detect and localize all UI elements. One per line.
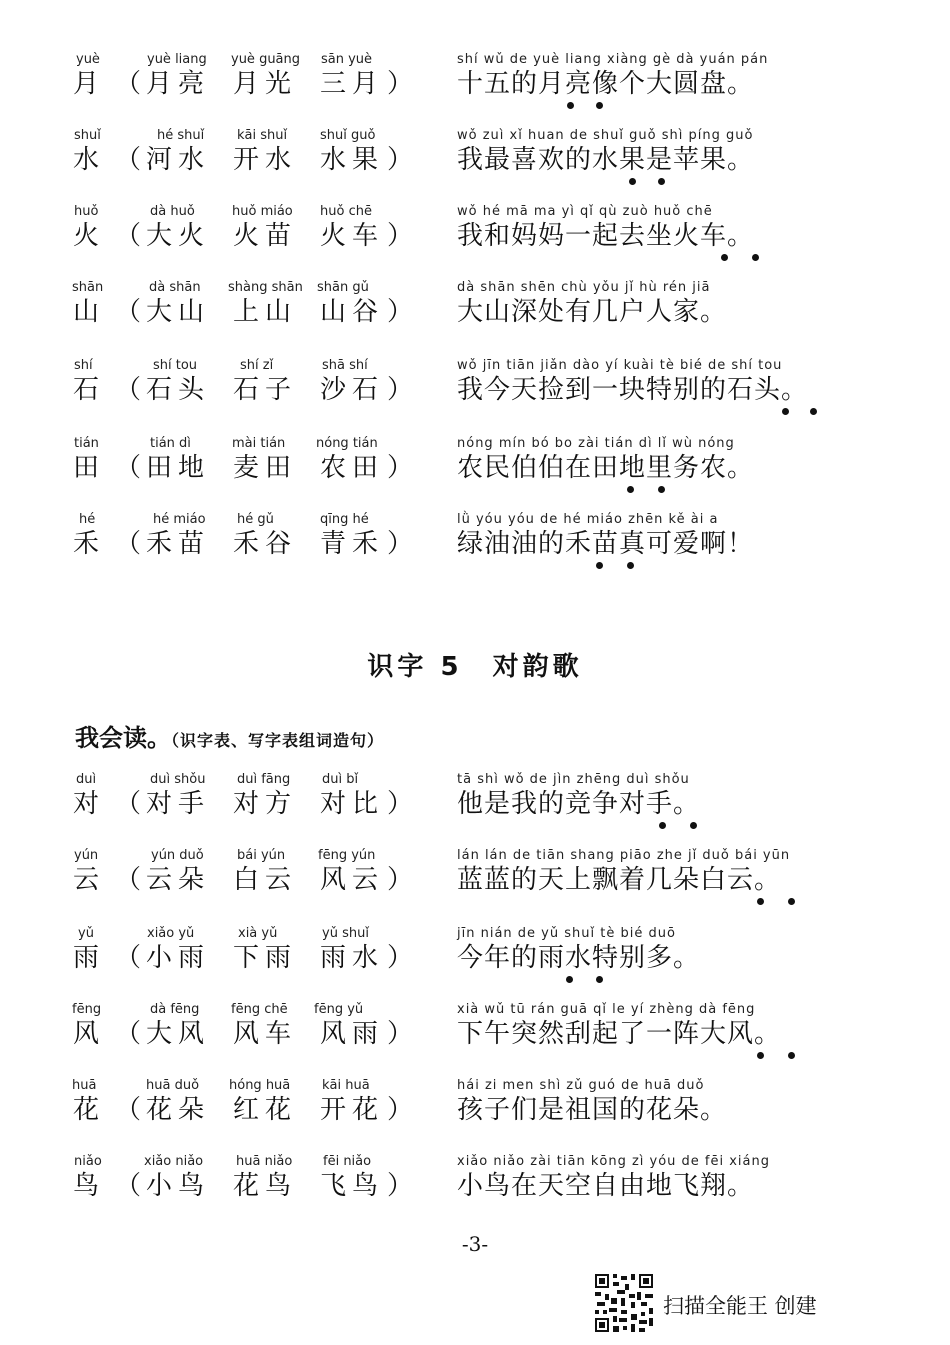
- word2-pinyin: hóng huā: [229, 1078, 291, 1093]
- word3-pinyin: shā shí: [322, 358, 368, 373]
- word3: 三月: [320, 69, 385, 99]
- emphasis-dot: [659, 822, 666, 829]
- paren-open: （: [115, 529, 142, 559]
- word1: 河水: [146, 145, 211, 175]
- emphasis-dot: [567, 102, 574, 109]
- paren-open: （: [115, 789, 142, 819]
- sentence-pinyin: dà shān shēn chù yǒu jǐ hù rén jiā: [457, 280, 711, 295]
- paren-close: ）: [387, 529, 414, 559]
- word2-pinyin: bái yún: [237, 848, 286, 863]
- word1-pinyin: dà fēng: [150, 1002, 200, 1017]
- emphasis-dot: [757, 898, 764, 905]
- vocab-row-shi: [0, 358, 950, 418]
- paren-close: ）: [387, 943, 414, 973]
- paren-open: （: [115, 943, 142, 973]
- sentence-pinyin: xiǎo niǎo zài tiān kōng zì yóu de fēi xiáng: [457, 1154, 770, 1169]
- target-char: 禾: [73, 529, 100, 559]
- word3-pinyin: yǔ shuǐ: [322, 926, 369, 941]
- vocab-row-shan: [0, 280, 950, 340]
- word1-pinyin: dà huǒ: [150, 204, 195, 219]
- paren-open: （: [115, 865, 142, 895]
- word3-pinyin: qīng hé: [320, 512, 369, 527]
- emphasis-dot: [782, 408, 789, 415]
- word2-pinyin: xià yǔ: [238, 926, 278, 941]
- emphasis-dot: [596, 102, 603, 109]
- paren-open: （: [115, 1019, 142, 1049]
- vocab-row-hua: [0, 1078, 950, 1138]
- example-sentence: 下午突然刮起了一阵大风。: [457, 1019, 782, 1049]
- paren-open: （: [115, 297, 142, 327]
- example-sentence: 我今天捡到一块特别的石头。: [457, 375, 809, 405]
- sentence-pinyin: tā shì wǒ de jìn zhēng duì shǒu: [457, 772, 690, 787]
- word2: 红花: [233, 1095, 298, 1125]
- word1: 禾苗: [146, 529, 211, 559]
- example-sentence: 他是我的竞争对手。: [457, 789, 701, 819]
- emphasis-dot: [721, 254, 728, 261]
- emphasis-dot: [627, 486, 634, 493]
- paren-close: ）: [387, 145, 414, 175]
- word1: 大风: [146, 1019, 211, 1049]
- target-char: 鸟: [73, 1171, 100, 1201]
- instruction-note: （识字表、写字表组词造句）: [171, 731, 385, 750]
- paren-open: （: [115, 1095, 142, 1125]
- word2: 禾谷: [233, 529, 298, 559]
- char-pinyin: duì: [76, 772, 97, 787]
- word3-pinyin: shān gǔ: [317, 280, 369, 295]
- word3: 飞鸟: [320, 1171, 385, 1201]
- vocab-row-yue: [0, 52, 950, 112]
- target-char: 山: [73, 297, 100, 327]
- emphasis-dot: [690, 822, 697, 829]
- sentence-pinyin: xià wǔ tū rán guā qǐ le yí zhèng dà fēng: [457, 1002, 756, 1017]
- word1: 云朵: [146, 865, 211, 895]
- word2-pinyin: yuè guāng: [231, 52, 301, 67]
- word3-pinyin: sān yuè: [321, 52, 373, 67]
- vocab-row-yu: [0, 926, 950, 986]
- char-pinyin: fēng: [72, 1002, 102, 1017]
- char-pinyin: huā: [72, 1078, 97, 1093]
- word1: 大火: [146, 221, 211, 251]
- vocab-row-yun: [0, 848, 950, 908]
- char-pinyin: yǔ: [78, 926, 94, 941]
- word2: 白云: [233, 865, 298, 895]
- example-sentence: 绿油油的禾苗真可爱啊！: [457, 529, 755, 559]
- char-pinyin: shān: [72, 280, 104, 295]
- char-pinyin: shí: [74, 358, 93, 373]
- example-sentence: 小鸟在天空自由地飞翔。: [457, 1171, 755, 1201]
- example-sentence: 今年的雨水特别多。: [457, 943, 701, 973]
- char-pinyin: shuǐ: [74, 128, 101, 143]
- target-char: 对: [73, 789, 100, 819]
- sentence-pinyin: lán lán de tiān shang piāo zhe jǐ duǒ bái yūn: [457, 848, 791, 863]
- word2-pinyin: duì fāng: [237, 772, 291, 787]
- target-char: 月: [73, 69, 100, 99]
- emphasis-dot: [757, 1052, 764, 1059]
- word3: 水果: [320, 145, 385, 175]
- sentence-pinyin: lǜ yóu yóu de hé miáo zhēn kě ài a: [457, 512, 719, 527]
- word2-pinyin: shàng shān: [228, 280, 303, 295]
- paren-open: （: [115, 453, 142, 483]
- emphasis-dot: [596, 562, 603, 569]
- target-char: 火: [73, 221, 100, 251]
- word3-pinyin: fēi niǎo: [323, 1154, 372, 1169]
- sentence-pinyin: nóng mín bó bo zài tián dì lǐ wù nóng: [457, 436, 735, 451]
- word1-pinyin: huā duǒ: [146, 1078, 200, 1093]
- word1-pinyin: hé shuǐ: [157, 128, 205, 143]
- word1-pinyin: tián dì: [150, 436, 191, 451]
- word1: 田地: [146, 453, 211, 483]
- page-number: -3-: [461, 1232, 489, 1256]
- paren-close: ）: [387, 297, 414, 327]
- word3-pinyin: kāi huā: [322, 1078, 370, 1093]
- char-pinyin: yún: [74, 848, 99, 863]
- word2-pinyin: huǒ miáo: [232, 204, 293, 219]
- word1-pinyin: hé miáo: [153, 512, 206, 527]
- example-sentence: 大山深处有几户人家。: [457, 297, 728, 327]
- paren-open: （: [115, 221, 142, 251]
- emphasis-dot: [629, 178, 636, 185]
- word2: 风车: [233, 1019, 298, 1049]
- word3: 对比: [320, 789, 385, 819]
- word2-pinyin: shí zǐ: [240, 358, 274, 373]
- word3-pinyin: duì bǐ: [322, 772, 359, 787]
- word3: 沙石: [320, 375, 385, 405]
- emphasis-dot: [658, 178, 665, 185]
- paren-open: （: [115, 69, 142, 99]
- word2: 月光: [233, 69, 298, 99]
- target-char: 风: [73, 1019, 100, 1049]
- word1-pinyin: duì shǒu: [150, 772, 206, 787]
- word3-pinyin: shuǐ guǒ: [320, 128, 376, 143]
- example-sentence: 农民伯伯在田地里务农。: [457, 453, 755, 483]
- vocab-row-feng: [0, 1002, 950, 1062]
- word1: 花朵: [146, 1095, 211, 1125]
- vocab-row-huo: [0, 204, 950, 264]
- word3-pinyin: fēng yún: [318, 848, 376, 863]
- word3: 开花: [320, 1095, 385, 1125]
- char-pinyin: huǒ: [74, 204, 99, 219]
- word2: 开水: [233, 145, 298, 175]
- vocab-row-shui: [0, 128, 950, 188]
- word3: 农田: [320, 453, 385, 483]
- word3-pinyin: nóng tián: [316, 436, 378, 451]
- word1: 月亮: [146, 69, 211, 99]
- sentence-pinyin: wǒ zuì xǐ huan de shuǐ guǒ shì píng guǒ: [457, 128, 754, 143]
- sentence-pinyin: wǒ jīn tiān jiǎn dào yí kuài tè bié de shí tou: [457, 358, 783, 373]
- paren-close: ）: [387, 453, 414, 483]
- target-char: 石: [73, 375, 100, 405]
- word2: 上山: [233, 297, 298, 327]
- target-char: 花: [73, 1095, 100, 1125]
- word1-pinyin: yún duǒ: [151, 848, 204, 863]
- word3: 风云: [320, 865, 385, 895]
- paren-close: ）: [387, 69, 414, 99]
- instruction: [75, 718, 384, 753]
- word1-pinyin: dà shān: [149, 280, 201, 295]
- paren-open: （: [115, 1171, 142, 1201]
- emphasis-dot: [627, 562, 634, 569]
- sentence-pinyin: hái zi men shì zǔ guó de huā duǒ: [457, 1078, 705, 1093]
- paren-open: （: [115, 145, 142, 175]
- vocab-row-tian: [0, 436, 950, 496]
- vocab-row-niao: [0, 1154, 950, 1214]
- paren-close: ）: [387, 375, 414, 405]
- paren-close: ）: [387, 1019, 414, 1049]
- target-char: 雨: [73, 943, 100, 973]
- paren-close: ）: [387, 221, 414, 251]
- word3: 青禾: [320, 529, 385, 559]
- sentence-pinyin: jīn nián de yǔ shuǐ tè bié duō: [457, 926, 676, 941]
- paren-open: （: [115, 375, 142, 405]
- word2: 对方: [233, 789, 298, 819]
- target-char: 水: [73, 145, 100, 175]
- word3-pinyin: huǒ chē: [320, 204, 372, 219]
- paren-close: ）: [387, 789, 414, 819]
- example-sentence: 我最喜欢的水果是苹果。: [457, 145, 755, 175]
- word1: 对手: [146, 789, 211, 819]
- word1: 石头: [146, 375, 211, 405]
- word2: 麦田: [233, 453, 298, 483]
- word1-pinyin: yuè liang: [147, 52, 207, 67]
- example-sentence: 孩子们是祖国的花朵。: [457, 1095, 728, 1125]
- word3: 雨水: [320, 943, 385, 973]
- word3-pinyin: fēng yǔ: [314, 1002, 364, 1017]
- word1-pinyin: xiǎo yǔ: [147, 926, 195, 941]
- example-sentence: 蓝蓝的天上飘着几朵白云。: [457, 865, 782, 895]
- vocab-row-he: [0, 512, 950, 572]
- paren-close: ）: [387, 865, 414, 895]
- word2-pinyin: fēng chē: [231, 1002, 288, 1017]
- emphasis-dot: [810, 408, 817, 415]
- char-pinyin: hé: [79, 512, 96, 527]
- word1: 大山: [146, 297, 211, 327]
- word2-pinyin: kāi shuǐ: [237, 128, 288, 143]
- vocab-row-dui: [0, 772, 950, 832]
- emphasis-dot: [752, 254, 759, 261]
- word3: 风雨: [320, 1019, 385, 1049]
- emphasis-dot: [658, 486, 665, 493]
- section-title: 识字 5 对韵歌: [367, 652, 583, 682]
- word2: 下雨: [233, 943, 298, 973]
- word1: 小鸟: [146, 1171, 211, 1201]
- example-sentence: 我和妈妈一起去坐火车。: [457, 221, 755, 251]
- emphasis-dot: [788, 898, 795, 905]
- example-sentence: 十五的月亮像个大圆盘。: [457, 69, 755, 99]
- word3: 山谷: [320, 297, 385, 327]
- emphasis-dot: [596, 976, 603, 983]
- word2: 花鸟: [233, 1171, 298, 1201]
- word2: 石子: [233, 375, 298, 405]
- word3: 火车: [320, 221, 385, 251]
- sentence-pinyin: shí wǔ de yuè liang xiàng gè dà yuán pán: [457, 52, 769, 67]
- word1-pinyin: shí tou: [153, 358, 198, 373]
- word1: 小雨: [146, 943, 211, 973]
- paren-close: ）: [387, 1095, 414, 1125]
- qr-code-icon: [593, 1272, 655, 1334]
- target-char: 田: [73, 453, 100, 483]
- scanner-credit: 扫描全能王 创建: [663, 1294, 817, 1318]
- emphasis-dot: [566, 976, 573, 983]
- word2-pinyin: huā niǎo: [236, 1154, 293, 1169]
- word2-pinyin: hé gǔ: [237, 512, 274, 527]
- instruction-text: 我会读。: [75, 724, 171, 752]
- word2-pinyin: mài tián: [232, 436, 286, 451]
- target-char: 云: [73, 865, 100, 895]
- emphasis-dot: [788, 1052, 795, 1059]
- paren-close: ）: [387, 1171, 414, 1201]
- char-pinyin: niǎo: [74, 1154, 102, 1169]
- char-pinyin: yuè: [76, 52, 100, 67]
- word1-pinyin: xiǎo niǎo: [144, 1154, 204, 1169]
- sentence-pinyin: wǒ hé mā ma yì qǐ qù zuò huǒ chē: [457, 204, 713, 219]
- char-pinyin: tián: [74, 436, 99, 451]
- word2: 火苗: [233, 221, 298, 251]
